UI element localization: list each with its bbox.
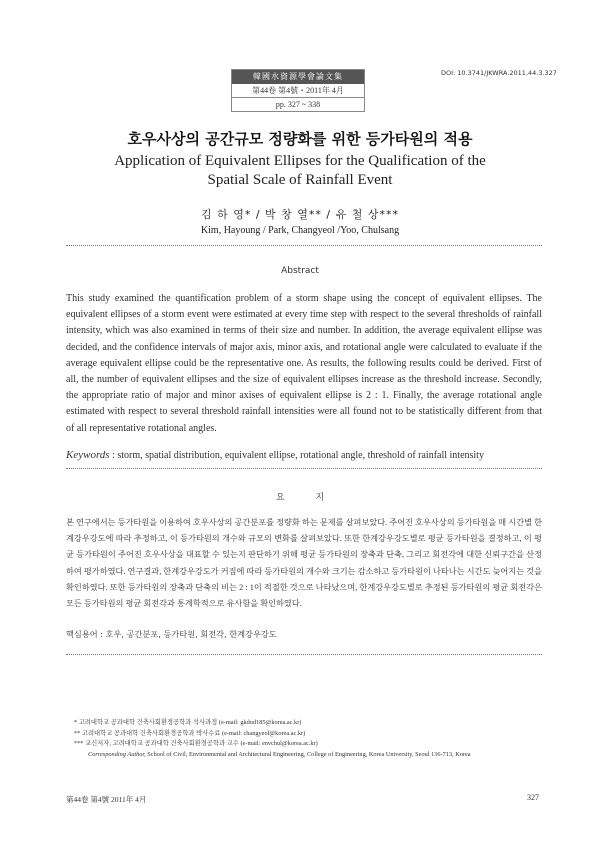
keywords-label: Keywords xyxy=(66,449,110,461)
authors-korean: 김 하 영* / 박 창 열** / 유 철 상*** xyxy=(200,208,399,221)
divider xyxy=(66,245,542,246)
korean-abstract-heading: 요 지 xyxy=(275,493,339,503)
journal-name: 韓國水資源學會論文集 xyxy=(232,70,364,84)
footnote-2: ** 고려대학교 공과대학 건축사회환경공학과 박사수료 (e-mail: changyeol@korea.ac.kr) xyxy=(74,729,306,737)
divider xyxy=(66,654,542,655)
journal-info-box xyxy=(231,69,365,112)
footnotes xyxy=(74,718,544,760)
korean-abstract-text: 본 연구에서는 등가타원을 이용하여 호우사상의 공간분포를 정량화 하는 문제를 살펴보았다. 주어진 호우사상의 등가타원을 매 시간별 한계강우강도에 따라 추정하고, 이 등가타원의 개수와 규모의 변화를 살펴보았다. 또한 한계강우강도별로 평균 등가타원을 결정하고, 이 평균 등가타원이 주어진 호우사상을 대표할 수 있는지 판단하기 위해 평균 등가타원의 장축과 단축, 그리고 회전각에 대한 신뢰구간을 산정하여 평가하였다. 연구결과, 한계강우강도가 커짐에 따라 등가타원의 개수와 크기는 감소하고 등가타원이 나타나는 시간도 늦어지는 것을 확인하였다. 또한 등가타원의 장축과 단축의 비는 2 : 1이 적절한 것으로 나타났으며, 한계강우강도별로 추정된 등가타원의 평균 회전각은 모든 등가타원의 평균 회전각과 통계학적으로 유사함을 확인하였다. xyxy=(66,518,542,609)
title-english-line1: Application of Equivalent Ellipses for the Qualification of the xyxy=(114,153,486,169)
corresponding-author-label: Corresponding Author, xyxy=(88,750,146,758)
keywords-text: : storm, spatial distribution, equivalent ellipse, rotational angle, threshold of rainfall intensity xyxy=(109,450,484,461)
keywords xyxy=(66,449,542,461)
doi: DOI: 10.3741/JKWRA.2011.44.3.327 xyxy=(441,69,557,77)
page-number: 327 xyxy=(527,793,539,802)
footnote-1: * 고려대학교 공과대학 건축사회환경공학과 석사과정 (e-mail: gkdud185@korea.ac.kr) xyxy=(74,719,302,726)
footnote-3: *** 교신저자, 고려대학교 공과대학 건축사회환경공학과 교수 (e-mail: envchul@korea.ac.kr) xyxy=(74,740,318,747)
authors-english: Kim, Hayoung / Park, Changyeol /Yoo, Chulsang xyxy=(200,225,400,236)
corresponding-author-text: School of Civil, Environmental and Architectural Engineering, College of Engineering, Korea University, Seoul 136-713, Korea xyxy=(145,750,471,758)
keywords-korean: 핵심용어 : 호우, 공간분포, 등가타원, 회전각, 한계강우강도 xyxy=(66,629,277,639)
divider xyxy=(66,468,542,469)
journal-issue: 第44卷 第4號・2011年 4月 xyxy=(232,84,364,98)
title-english-line2: Spatial Scale of Rainfall Event xyxy=(207,172,393,188)
journal-pages: pp. 327 ~ 338 xyxy=(275,100,321,109)
abstract-heading: Abstract xyxy=(281,266,319,276)
footer-journal-issue: 第44卷 第4號 2011年 4月 xyxy=(66,795,147,804)
abstract-text: This study examined the quantification problem of a storm shape using the concept of equivalent ellipses. The equivalent ellipses of a storm event were estimated at every time step with respect to the several thresholds of rainfall intensity, which was also examined in terms of their size and number. In addition, the average equivalent ellipse was decided, and the confidence intervals of major axis, minor axis, and rotational angle were calculated to evaluate if the average equivalent ellipse could be the representative one. As results, the following results could be derived. First of all, the number of equivalent ellipses and the size of equivalent ellipses increase as the threshold increase. Secondly, the appropriate ratio of major and minor axises of equivalent ellipse is 2 : 1. Finally, the average rotational angle estimated with respect to several threshold rainfall intensities were all found not to be statistically different from that of all representative rotational angles. xyxy=(66,293,542,434)
title-korean: 호우사상의 공간규모 정량화를 위한 등가타원의 적용 xyxy=(127,130,473,148)
footnote-4 xyxy=(74,750,544,761)
